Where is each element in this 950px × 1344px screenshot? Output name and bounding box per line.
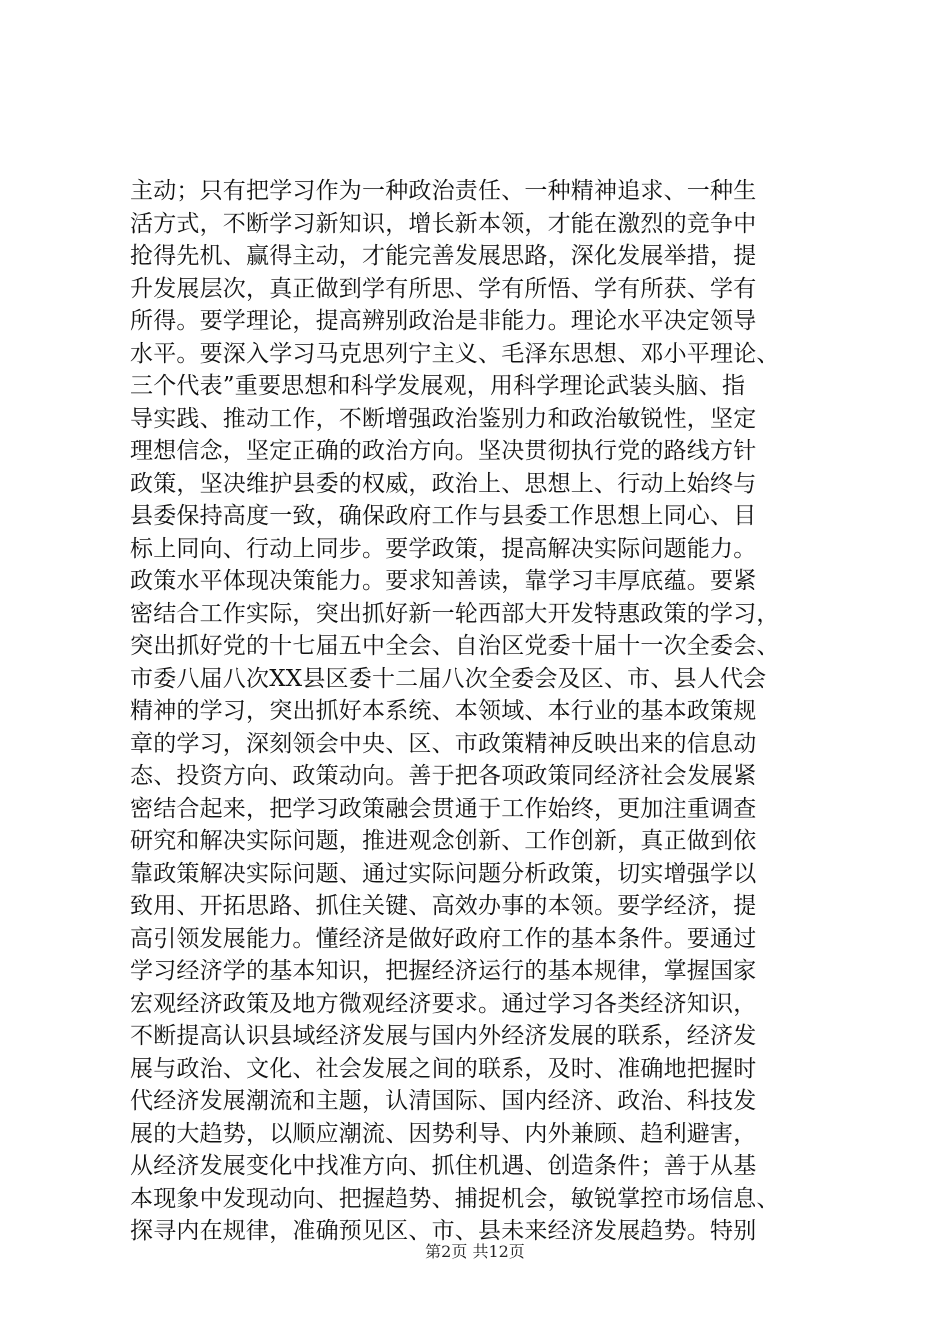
text-line: 密结合工作实际，突出抓好新一轮西部大开发特惠政策的学习， [130,600,780,627]
text-line: 市委八届八次XX县区委十二届八次全委会及区、市、县人代会 [130,665,767,692]
text-line: 主动；只有把学习作为一种政治责任、一种精神追求、一种生 [130,178,757,204]
text-line: 靠政策解决实际问题、通过实际问题分析政策，切实增强学以 [130,860,757,887]
text-line: 活方式，不断学习新知识，增长新本领，才能在激烈的竞争中 [130,210,757,237]
text-line: 代经济发展潮流和主题，认清国际、国内经济、政治、科技发 [130,1088,757,1114]
text-line: 精神的学习，突出抓好本系统、本领域、本行业的基本政策规 [130,698,757,724]
text-line: 水平。要深入学习马克思列宁主义、毛泽东思想、邓小平理论、 [130,340,780,367]
text-line: 理想信念，坚定正确的政治方向。坚决贯彻执行党的路线方针 [130,438,757,464]
text-line: 密结合起来，把学习政策融会贯通于工作始终，更加注重调查 [130,795,757,822]
page-number: 第2页 共12页 [425,1242,525,1261]
text-line: 标上同向、行动上同步。要学政策，提高解决实际问题能力。 [130,535,757,562]
text-line: 政策，坚决维护县委的权威，政治上、思想上、行动上始终与 [130,470,757,497]
text-line: 县委保持高度一致，确保政府工作与县委工作思想上同心、目 [130,503,757,529]
text-line: 抢得先机、赢得主动，才能完善发展思路，深化发展举措，提 [130,243,757,269]
text-line: 导实践、推动工作，不断增强政治鉴别力和政治敏锐性，坚定 [130,405,757,432]
text-line: 探寻内在规律，准确预见区、市、县未来经济发展趋势。特别 [130,1218,757,1244]
text-line: 章的学习，深刻领会中央、区、市政策精神反映出来的信息动 [130,730,757,757]
text-line: 政策水平体现决策能力。要求知善读，靠学习丰厚底蕴。要紧 [130,568,757,594]
text-line: 本现象中发现动向、把握趋势、捕捉机会，敏锐掌控市场信息、 [130,1185,780,1212]
text-line: 高引领发展能力。懂经济是做好政府工作的基本条件。要通过 [130,925,757,952]
text-line: 突出抓好党的十七届五中全会、自治区党委十届十一次全委会、 [130,633,780,659]
text-line: 所得。要学理论，提高辨别政治是非能力。理论水平决定领导 [130,308,757,334]
text-line: 不断提高认识县域经济发展与国内外经济发展的联系，经济发 [130,1023,757,1049]
body-text [130,175,830,1248]
text-line: 展的大趋势，以顺应潮流、因势利导、内外兼顾、趋利避害， [130,1120,757,1147]
text-line: 三个代表”重要思想和科学发展观，用科学理论武装头脑、指 [130,373,746,399]
text-line: 升发展层次，真正做到学有所思、学有所悟、学有所获、学有 [130,275,757,302]
text-line: 研究和解决实际问题，推进观念创新、工作创新，真正做到依 [130,828,757,854]
page-footer [0,1241,950,1263]
text-line: 从经济发展变化中找准方向、抓住机遇、创造条件；善于从基 [130,1153,757,1179]
text-line: 宏观经济政策及地方微观经济要求。通过学习各类经济知识， [130,990,757,1017]
text-line: 学习经济学的基本知识，把握经济运行的基本规律，掌握国家 [130,958,757,984]
text-line: 展与政治、文化、社会发展之间的联系，及时、准确地把握时 [130,1055,757,1082]
text-line: 致用、开拓思路、抓住关键、高效办事的本领。要学经济，提 [130,893,757,919]
text-line: 态、投资方向、政策动向。善于把各项政策同经济社会发展紧 [130,763,757,789]
